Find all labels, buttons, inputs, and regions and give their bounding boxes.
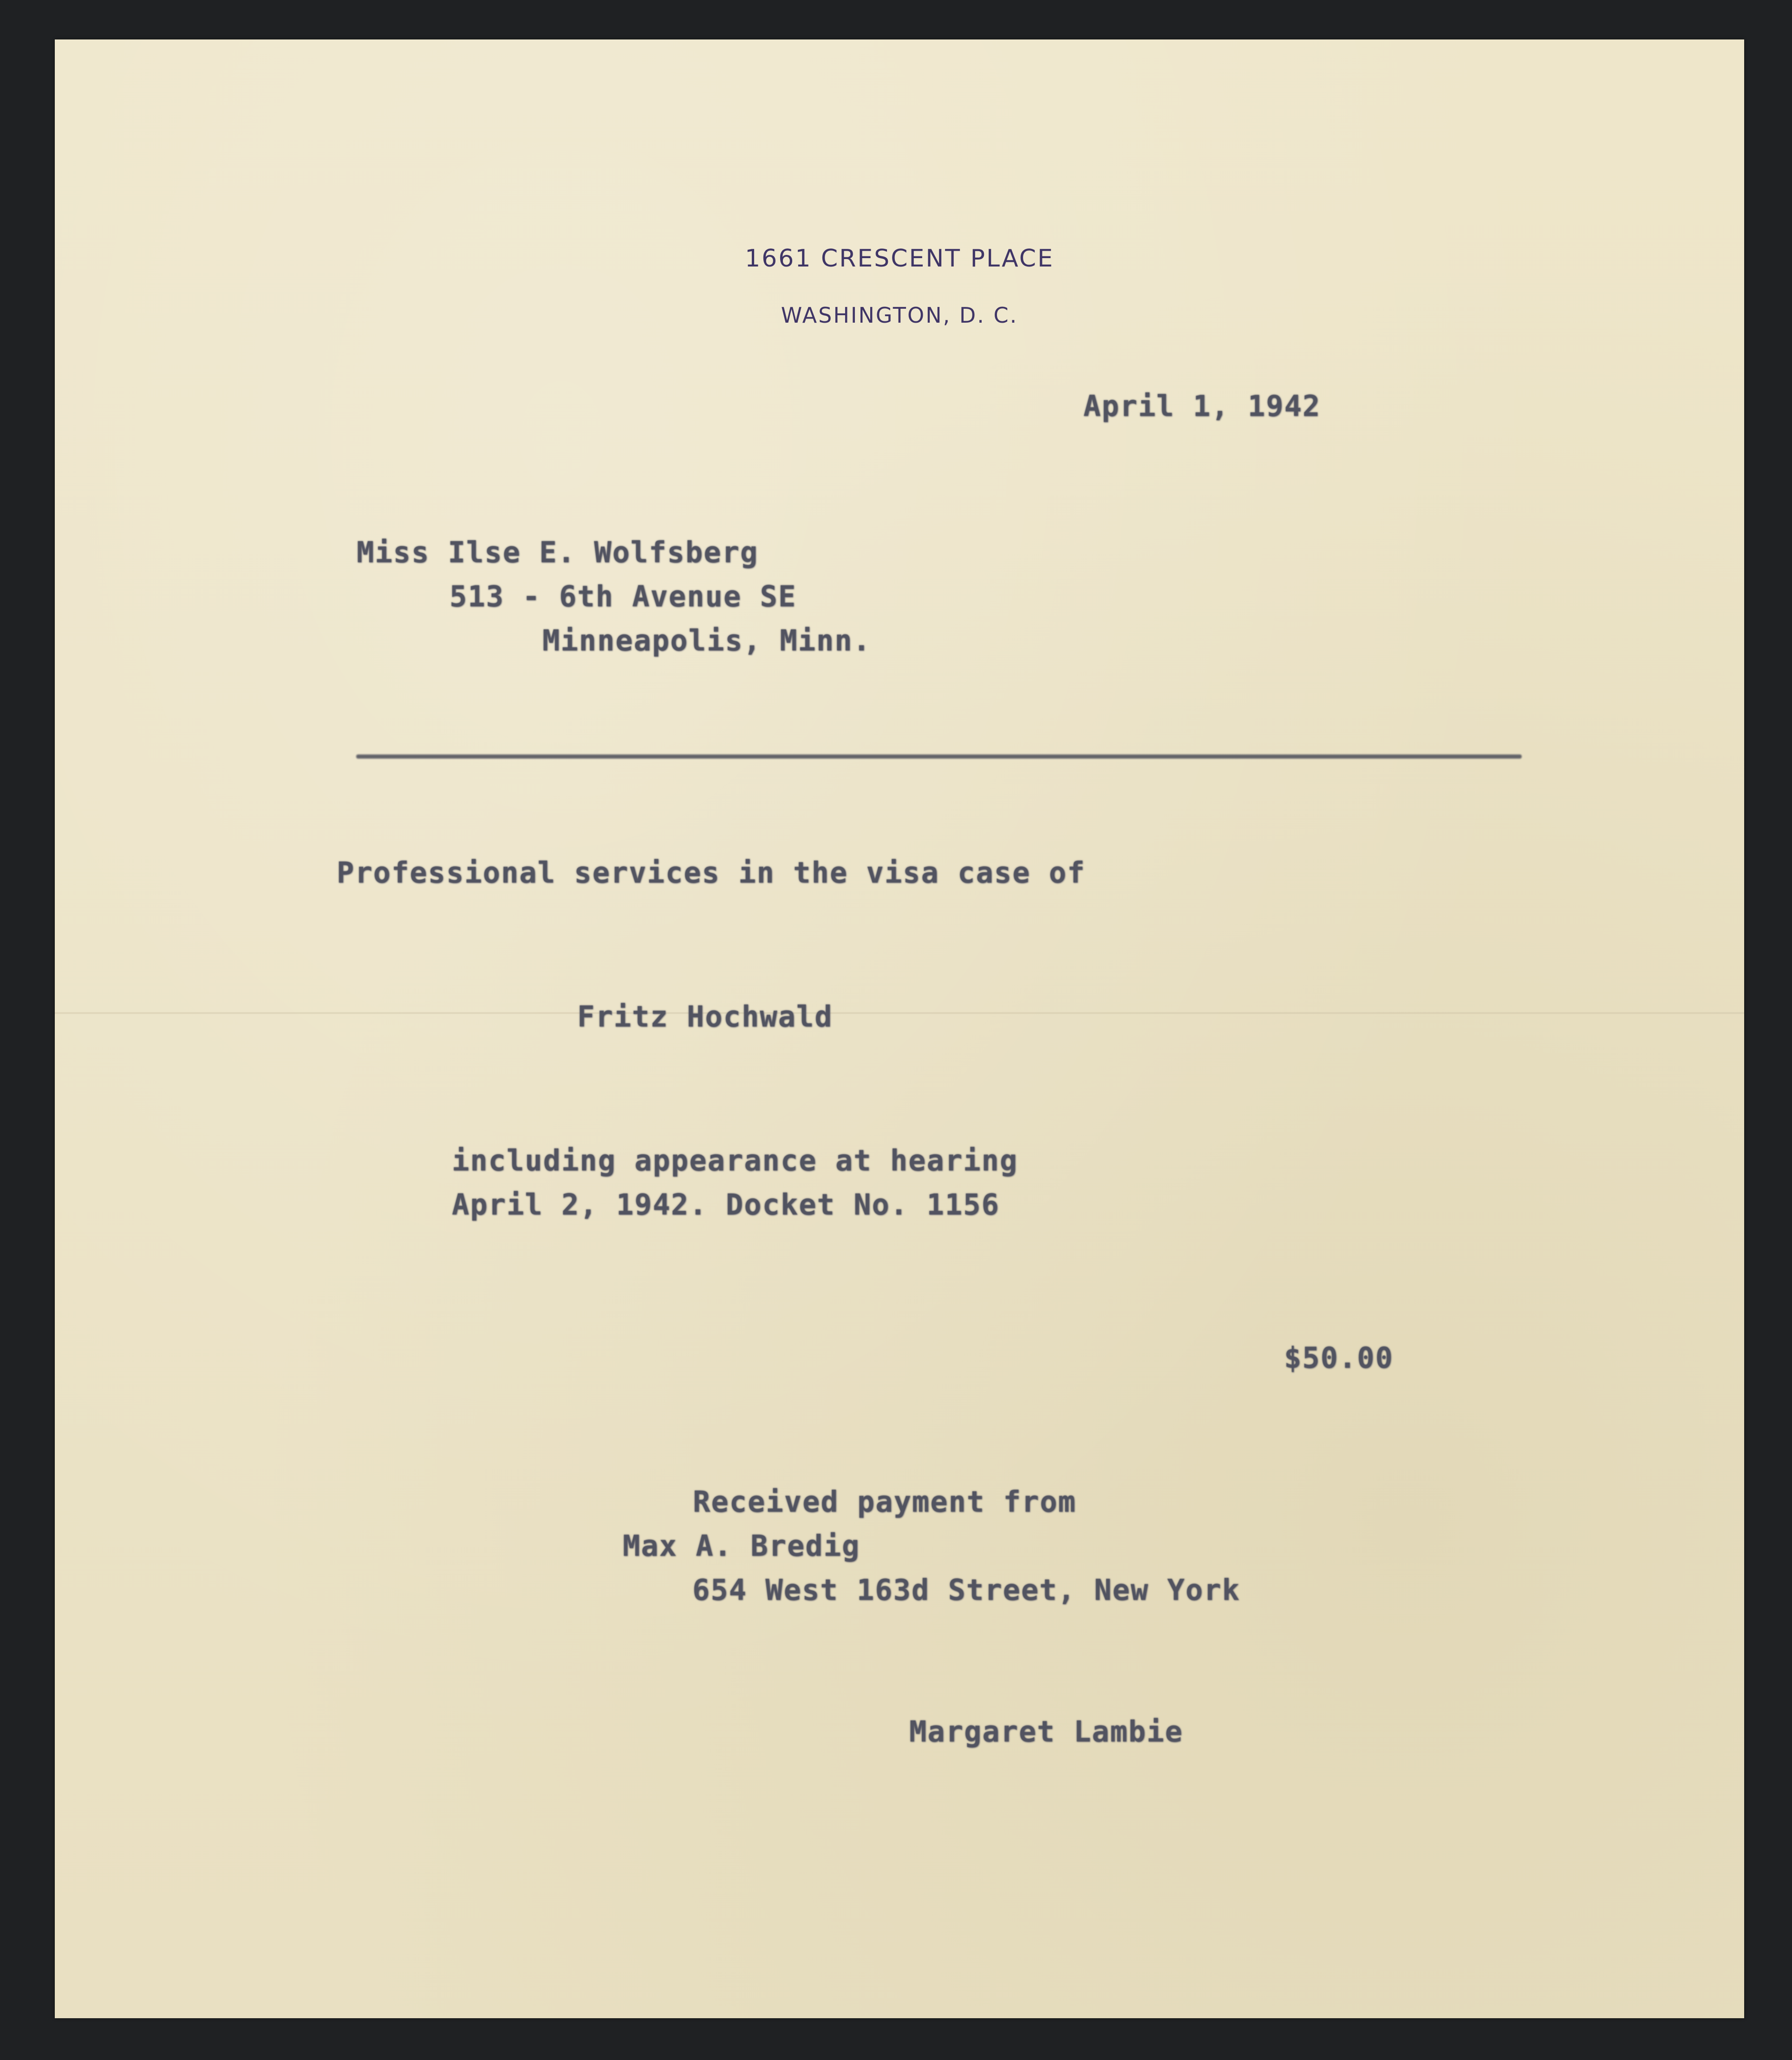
recipient-city: Minneapolis, Minn. bbox=[542, 624, 871, 657]
recipient-street: 513 - 6th Avenue SE bbox=[450, 579, 797, 613]
letterhead-city: WASHINGTON, D. C. bbox=[781, 303, 1018, 328]
document-page bbox=[55, 39, 1744, 2018]
detail-line-2: April 2, 1942. Docket No. 1156 bbox=[452, 1188, 1000, 1222]
amount: $50.00 bbox=[1284, 1341, 1394, 1375]
divider-line bbox=[356, 754, 1522, 759]
signature-name: Margaret Lambie bbox=[909, 1715, 1183, 1748]
received-line: Received payment from bbox=[693, 1485, 1076, 1519]
fold-line bbox=[55, 1012, 1744, 1014]
recipient-name: Miss Ilse E. Wolfsberg bbox=[357, 535, 759, 569]
letterhead-street: 1661 CRESCENT PLACE bbox=[745, 245, 1054, 273]
detail-line-1: including appearance at hearing bbox=[452, 1144, 1018, 1177]
payer-name: Max A. Bredig bbox=[623, 1529, 860, 1563]
letter-date: April 1, 1942 bbox=[1083, 389, 1321, 423]
services-line: Professional services in the visa case of bbox=[337, 856, 1086, 890]
client-name: Fritz Hochwald bbox=[577, 1000, 833, 1033]
payer-address: 654 West 163d Street, New York bbox=[692, 1573, 1240, 1607]
